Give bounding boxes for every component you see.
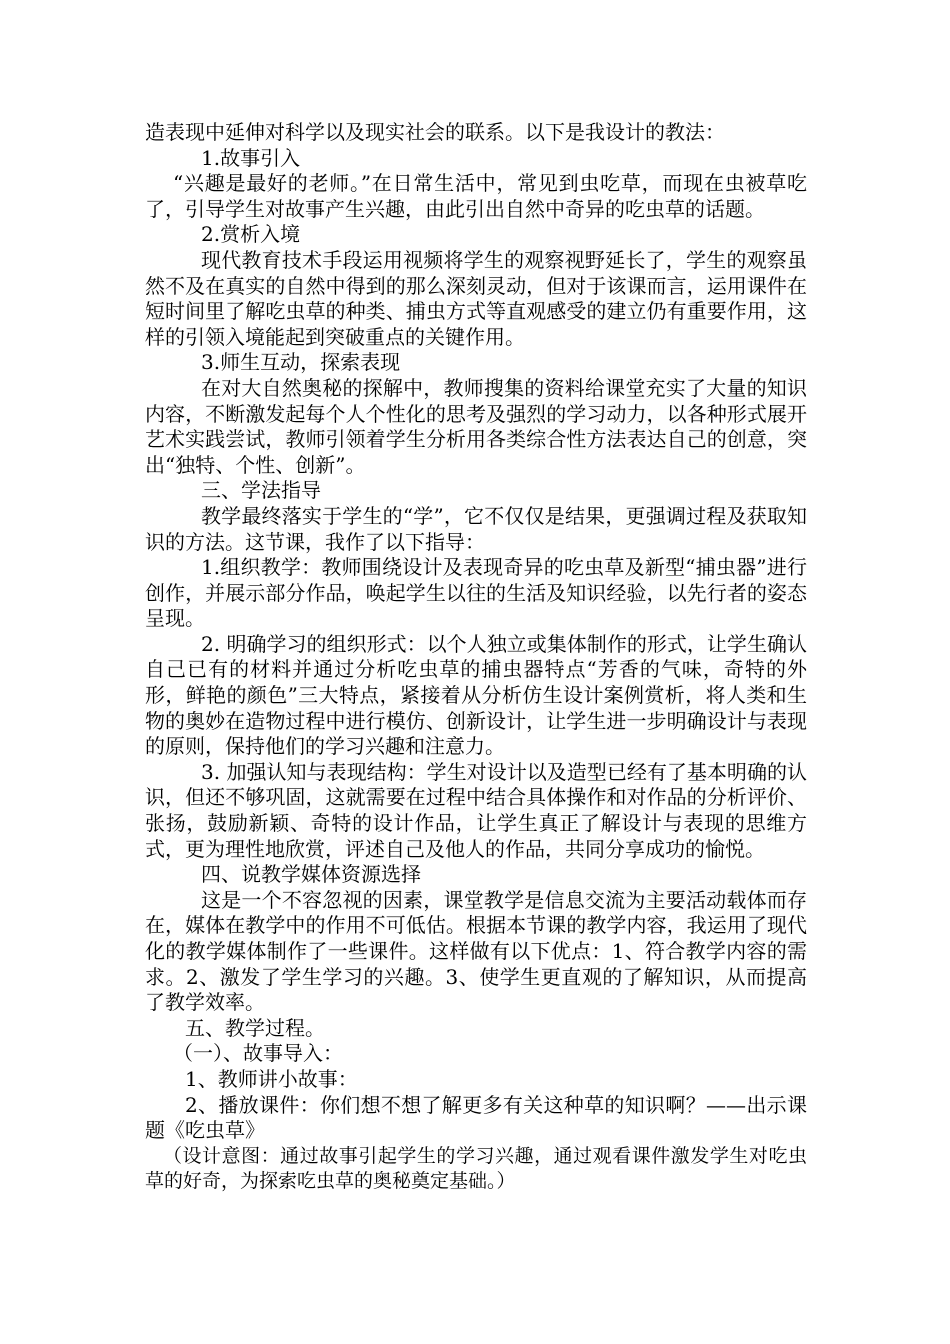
section-heading-process: 五、教学过程。 xyxy=(185,1015,325,1040)
paragraph-study-guidance: 教学最终落实于学生的“学”，它不仅仅是结果，更强调过程及获取知识的方法。这节课，我作了以下指导： xyxy=(145,503,807,554)
paragraph-interaction: 在对大自然奥秘的探解中，教师搜集的资料给课堂充实了大量的知识内容，不断激发起每个人个性化的思考及强烈的学习动力，以各种形式展开艺术实践尝试，教师引领着学生分析用各类综合性方法表达自己的创意，突出“独特、个性、创新”。 xyxy=(145,375,807,477)
heading-appreciation: 2.赏析入境 xyxy=(201,222,301,247)
section-heading-media: 四、说教学媒体资源选择 xyxy=(201,862,421,887)
subheading-story-lead-in: （一）、故事导入： xyxy=(173,1041,343,1066)
section-heading-study-guidance: 三、学法指导 xyxy=(201,478,321,503)
paragraph-cognition-structure: 3. 加强认知与表现结构：学生对设计以及造型已经有了基本明确的认识，但还不够巩固，这就需要在过程中结合具体操作和对作品的分析评价、张扬，鼓励新颖、奇特的设计作品，让学生真正了解设计与表现的思维方式，更为理性地欣赏，评述自己及他人的作品，共同分享成功的愉悦。 xyxy=(145,759,807,861)
heading-interaction: 3.师生互动，探索表现 xyxy=(201,350,401,375)
heading-story-intro: 1.故事引入 xyxy=(201,145,301,170)
paragraph-learning-form: 2. 明确学习的组织形式：以个人独立或集体制作的形式，让学生确认自己已有的材料并通过分析吃虫草的捕虫器特点“芳香的气味，奇特的外形，鲜艳的颜色”三大特点，紧接着从分析仿生设计案例赏析，将人类和生物的奥妙在造物过程中进行模仿、创新设计，让学生进一步明确设计与表现的原则，保持他们的学习兴趣和注意力。 xyxy=(145,631,807,759)
paragraph-organize-teaching: 1.组织教学：教师围绕设计及表现奇异的吃虫草及新型“捕虫器”进行创作，并展示部分作品，唤起学生以往的生活及知识经验，以先行者的姿态呈现。 xyxy=(145,555,807,631)
list-item-teacher-story: 1、教师讲小故事： xyxy=(185,1066,358,1091)
list-item-play-courseware: 2、播放课件：你们想不想了解更多有关这种草的知识啊？——出示课题《吃虫草》 xyxy=(145,1092,807,1143)
paragraph-story-intro: “兴趣是最好的老师。”在日常生活中，常见到虫吃草，而现在虫被草吃了，引导学生对故事产生兴趣，由此引出自然中奇异的吃虫草的话题。 xyxy=(145,171,807,221)
paragraph-intro-continuation: 造表现中延伸对科学以及现实社会的联系。以下是我设计的教法： xyxy=(145,120,725,144)
paragraph-appreciation: 现代教育技术手段运用视频将学生的观察视野延长了，学生的观察虽然不及在真实的自然中得到的那么深刻灵动，但对于该课而言，运用课件在短时间里了解吃虫草的种类、捕虫方式等直观感受的建立仍有重要作用，这样的引领入境能起到突破重点的关键作用。 xyxy=(145,247,807,349)
paragraph-media: 这是一个不容忽视的因素，课堂教学是信息交流为主要活动载体而存在，媒体在教学中的作用不可低估。根据本节课的教学内容，我运用了现代化的教学媒体制作了一些课件。这样做有以下优点：1、符合教学内容的需求。2、激发了学生学习的兴趣。3、使学生更直观的了解知识，从而提高了教学效率。 xyxy=(145,887,807,1015)
design-intent-note: （设计意图：通过故事引起学生的学习兴趣，通过观看课件激发学生对吃虫草的好奇，为探索吃虫草的奥秘奠定基础。） xyxy=(145,1144,807,1193)
document-body xyxy=(145,120,807,1195)
